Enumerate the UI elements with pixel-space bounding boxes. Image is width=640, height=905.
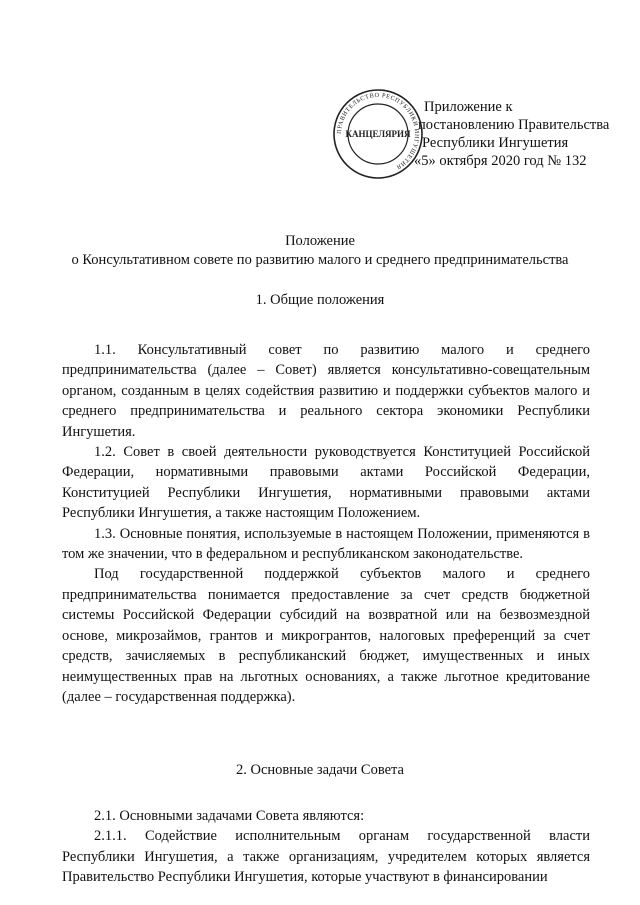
section-2-heading: 2. Основные задачи Совета — [236, 762, 404, 778]
document-title — [40, 232, 600, 270]
appendix-line-4: «5» октября 2020 год № 132 — [414, 153, 587, 169]
paragraph-support: Под государственной поддержкой субъектов малого и среднего предпринимательства понимается предоставление за счет средств бюджетной системы Российской Федерации субсидий на возвратной или на безвозмездной основе, микрозаймов, грантов и микрогрантов, налоговых преференций за счет средств, зачисляемых в республиканский бюджет, имущественных и иных неимущественных прав на льготных основаниях, а также льготное кредитование (далее – государственная поддержка). — [62, 566, 590, 705]
appendix-block — [414, 98, 628, 170]
title-line-2: о Консультативном совете по развитию малого и среднего предпринимательства — [71, 252, 569, 268]
section-1-body — [62, 340, 590, 707]
office-stamp — [330, 86, 426, 182]
section-1-heading: 1. Общие положения — [255, 292, 385, 308]
stamp-ring-text: ПРАВИТЕЛЬСТВО РЕСПУБЛИКИ ИНГУШЕТИЯ — [335, 91, 421, 171]
appendix-line-1: Приложение к — [424, 99, 513, 115]
paragraph-1-1: 1.1. Консультативный совет по развитию малого и среднего предпринимательства (далее – Совет) является консультативно-совещательным органом, созданным в целях содействия развитию и поддержки субъектов малого и среднего предпринимательства и реального сектора экономики Республики Ингушетия. — [62, 342, 590, 440]
paragraph-2-1-1: 2.1.1. Содействие исполнительным органам государственной власти Республики Ингушетия, а также организациям, учредителем которых является Правительство Республики Ингушетия, которые участвуют в финансировании — [62, 828, 590, 886]
paragraph-2-1: 2.1. Основными задачами Совета являются: — [94, 808, 365, 824]
paragraph-1-2: 1.2. Совет в своей деятельности руководствуется Конституцией Российской Федерации, нормативными правовыми актами Российской Федерации, Конституцией Республики Ингушетия, нормативными правовыми актами Республики Ингушетия, а также настоящим Положением. — [62, 444, 590, 522]
section-2-body — [62, 806, 590, 888]
appendix-line-2: постановлению Правительства — [418, 117, 610, 133]
title-line-1: Положение — [285, 233, 355, 249]
paragraph-1-3: 1.3. Основные понятия, используемые в настоящем Положении, применяются в том же значении, что в федеральном и республиканском законодательстве. — [62, 525, 590, 563]
appendix-line-3: Республики Ингушетия — [422, 135, 569, 151]
stamp-center-text: КАНЦЕЛЯРИЯ — [345, 129, 411, 139]
